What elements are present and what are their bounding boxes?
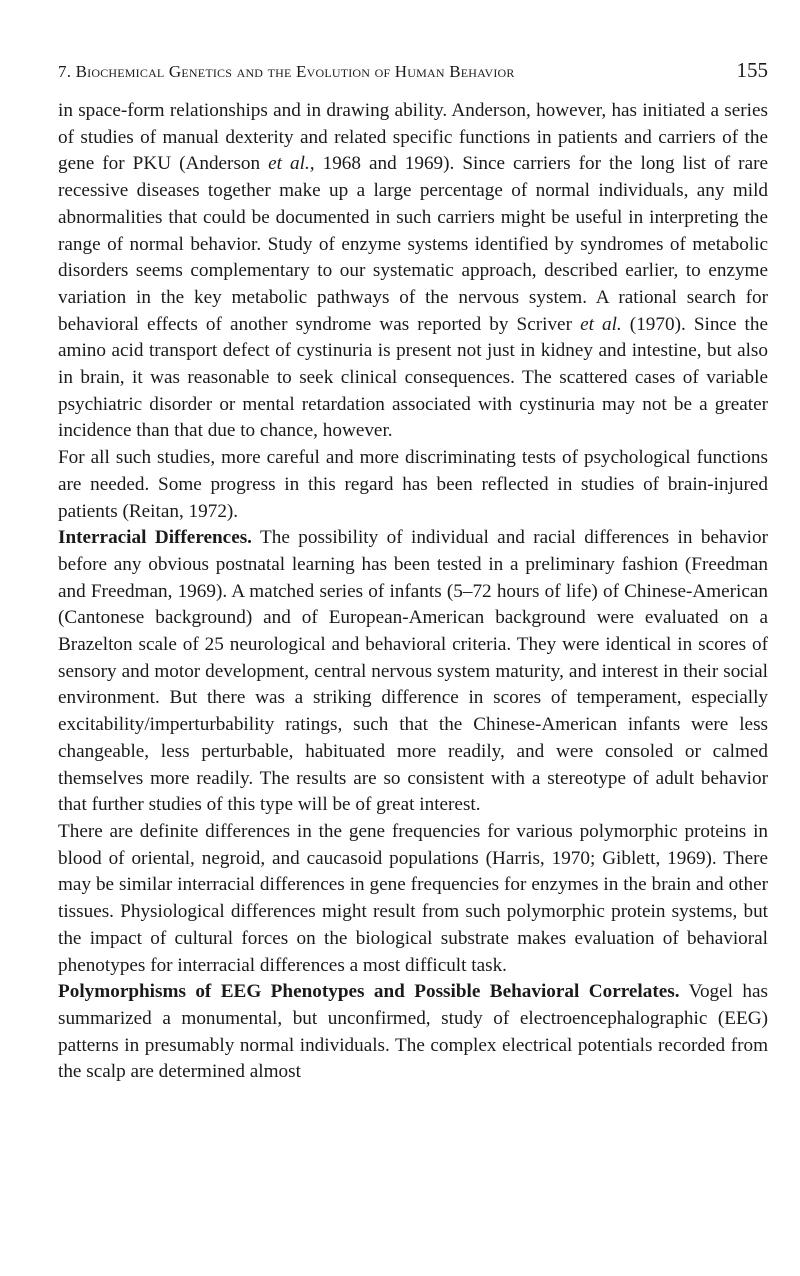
text-segment: Vogel has summarized a monumental, but unconfirmed, study of electroencephalographic (EEG) patterns in presumably normal individuals. The complex electrical potentials recorded from the scalp are determined almost <box>58 981 768 1083</box>
text-segment: 1968 and 1969). Since carriers for the long list of rare recessive diseases together make up a large percentage of normal individuals, any mild abnormalities that could be documented in such carriers might be useful in interpreting the range of normal behavior. Study of enzyme systems identified by syndromes of metabolic disorders seems complementary to our systematic approach, described earlier, to enzyme variation in the key metabolic pathways of the nervous system. A rational search for behavioral effects of another syndrome was reported by Scriver <box>58 153 768 335</box>
paragraph-5 <box>58 979 768 1086</box>
text-segment: in space-form relationships and in drawing ability. Anderson, however, has initiated a series of studies of manual dexterity and related specific functions in patients and carriers of the gene for PKU (Anderson <box>58 100 768 175</box>
page-number: 155 <box>736 58 768 82</box>
paragraph-2 <box>58 445 768 525</box>
text-segment: The possibility of individual and racial differences in behavior before any obvious postnatal learning has been tested in a preliminary fashion (Freedman and Freedman, 1969). A matched series of infants (5–72 hours of life) of Chinese-American (Cantonese background) and of European-American background were evaluated on a Brazelton scale of 25 neurological and behavioral criteria. They were identical in scores of sensory and motor development, central nervous system maturity, and interest in their social environment. But there was a striking difference in scores of temperament, especially excitability/imperturbability ratings, such that the Chinese-American infants were less changeable, less perturbable, habituated more readily, and were consoled or calmed themselves more readily. The results are so consistent with a stereotype of adult behavior that further studies of this type will be of great interest. <box>58 527 768 816</box>
text-segment-italic: et al. <box>580 313 622 335</box>
book-page <box>58 58 768 1086</box>
section-heading-interracial: Interracial Differences. <box>58 527 252 549</box>
text-segment: (1970). Since the amino acid transport defect of cystinuria is present not just in kidney and intestine, but also in brain, it was reasonable to seek clinical consequences. The scattered cases of variable psychiatric disorder or mental retardation associated with cystinuria may not be a greater incidence than that due to chance, however. <box>58 313 768 442</box>
body-text <box>58 98 768 1086</box>
paragraph-4 <box>58 819 768 979</box>
paragraph-3 <box>58 525 768 819</box>
paragraph-1 <box>58 98 768 445</box>
text-segment-italic: et al., <box>268 153 315 175</box>
text-segment: There are definite differences in the gene frequencies for various polymorphic proteins in blood of oriental, negroid, and caucasoid populations (Harris, 1970; Giblett, 1969). There may be similar interracial differences in gene frequencies for enzymes in the brain and other tissues. Physiological differences might result from such polymorphic protein systems, but the impact of cultural forces on the biological substrate makes evaluation of behavioral phenotypes for interracial differences a most difficult task. <box>58 820 768 976</box>
running-head <box>58 58 768 98</box>
section-heading-eeg: Polymorphisms of EEG Phenotypes and Possible Behavioral Correlates. <box>58 981 680 1003</box>
chapter-title: 7. Biochemical Genetics and the Evolution of Human Behavior <box>58 62 515 81</box>
text-segment: For all such studies, more careful and more discriminating tests of psychological functions are needed. Some progress in this regard has been reflected in studies of brain-injured patients (Reitan, 1972). <box>58 447 768 522</box>
